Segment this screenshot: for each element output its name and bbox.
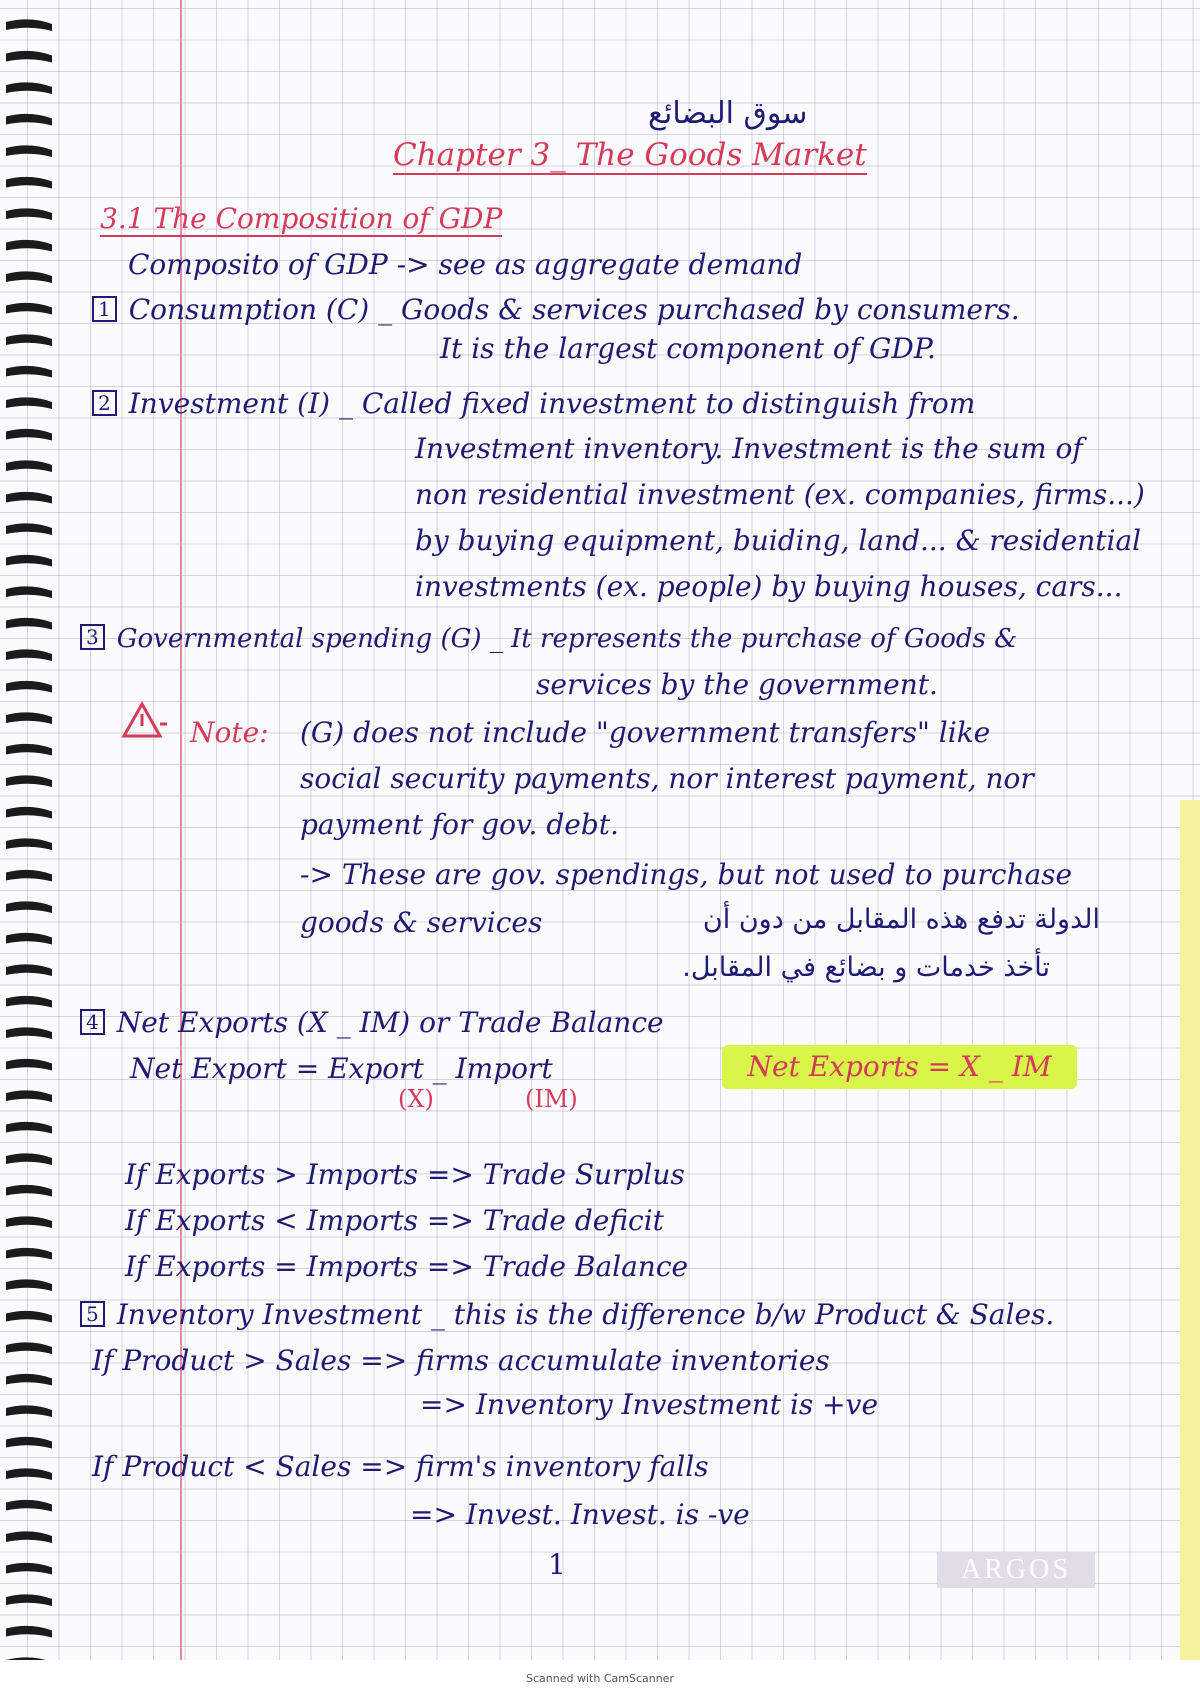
balance-condition: If Exports = Imports => Trade Balance bbox=[125, 1250, 689, 1283]
brand-watermark: ARGOS bbox=[937, 1552, 1095, 1588]
arabic-title: سوق البضائع bbox=[648, 96, 808, 131]
item-number-box: 3 bbox=[80, 624, 105, 650]
binding-ring bbox=[6, 1090, 52, 1102]
note-line-1: (G) does not include "government transfers" like bbox=[300, 716, 991, 749]
binding-ring bbox=[6, 1342, 52, 1354]
binding-ring bbox=[6, 19, 52, 31]
binding-ring bbox=[6, 334, 52, 346]
binding-ring bbox=[6, 996, 52, 1008]
binding-ring bbox=[6, 1122, 52, 1134]
binding-ring bbox=[6, 807, 52, 819]
binding-ring bbox=[6, 1563, 52, 1575]
binding-ring bbox=[6, 901, 52, 913]
investment-line-2: Investment inventory. Investment is the sum of bbox=[415, 432, 1083, 465]
note-line-2: social security payments, nor interest payment, nor bbox=[300, 762, 1034, 795]
arabic-note-line-2: تأخذ خدمات و بضائع في المقابل. bbox=[682, 952, 1050, 983]
binding-ring bbox=[6, 775, 52, 787]
binding-ring bbox=[6, 1216, 52, 1228]
import-symbol: (IM) bbox=[525, 1085, 578, 1113]
surplus-condition: If Exports > Imports => Trade Surplus bbox=[125, 1158, 685, 1191]
section-heading: 3.1 The Composition of GDP bbox=[100, 202, 503, 235]
binding-ring bbox=[6, 1153, 52, 1165]
binding-ring bbox=[6, 681, 52, 693]
binding-ring bbox=[6, 1248, 52, 1260]
inventory-case2-line2: => Invest. Invest. is -ve bbox=[410, 1498, 750, 1531]
note-line-5: goods & services bbox=[300, 906, 543, 939]
intro-line: Composito of GDP -> see as aggregate demand bbox=[128, 248, 803, 281]
investment-line-5: investments (ex. people) by buying houses, cars... bbox=[415, 570, 1123, 603]
binding-ring bbox=[6, 586, 52, 598]
consumption-line-1: 1 Consumption (C) _ Goods & services purchased by consumers. bbox=[92, 293, 1020, 327]
binding-ring bbox=[6, 208, 52, 220]
binding-ring bbox=[6, 649, 52, 661]
inventory-case2-line1: If Product < Sales => firm's inventory falls bbox=[92, 1450, 709, 1483]
government-line-2: services by the government. bbox=[536, 668, 938, 701]
binding-ring bbox=[6, 744, 52, 756]
page-number: 1 bbox=[548, 1548, 566, 1581]
note-line-3: payment for gov. debt. bbox=[300, 808, 619, 841]
binding-ring bbox=[6, 1500, 52, 1512]
binding-ring bbox=[6, 82, 52, 94]
binding-ring bbox=[6, 1059, 52, 1071]
investment-line-3: non residential investment (ex. companies, firms...) bbox=[415, 478, 1145, 511]
binding-ring bbox=[6, 1531, 52, 1543]
net-exports-highlight: Net Exports = X _ IM bbox=[722, 1045, 1077, 1089]
item-number-box: 1 bbox=[92, 296, 117, 322]
binding-ring bbox=[6, 366, 52, 378]
binding-ring bbox=[6, 555, 52, 567]
binding-ring bbox=[6, 240, 52, 252]
binding-ring bbox=[6, 964, 52, 976]
binding-ring bbox=[6, 51, 52, 63]
binding-ring bbox=[6, 712, 52, 724]
net-exports-heading: 4 Net Exports (X _ IM) or Trade Balance bbox=[80, 1006, 664, 1040]
binding-ring bbox=[6, 618, 52, 630]
binding-ring bbox=[6, 1468, 52, 1480]
binding-ring bbox=[6, 114, 52, 126]
arabic-note-line-1: الدولة تدفع هذه المقابل من دون أن bbox=[702, 904, 1100, 935]
binding-ring bbox=[6, 492, 52, 504]
binding-ring bbox=[6, 1626, 52, 1638]
net-export-formula: Net Export = Export _ Import bbox=[130, 1052, 553, 1085]
binding-ring bbox=[6, 1311, 52, 1323]
binding-ring bbox=[6, 1437, 52, 1449]
binding-ring bbox=[6, 1594, 52, 1606]
inventory-heading: 5 Inventory Investment _ this is the difference b/w Product & Sales. bbox=[80, 1298, 1054, 1332]
item-number-box: 2 bbox=[92, 390, 117, 416]
binding-ring bbox=[6, 838, 52, 850]
warning-icon bbox=[120, 700, 168, 740]
binding-ring bbox=[6, 145, 52, 157]
investment-line-1: 2 Investment (I) _ Called fixed investment to distinguish from bbox=[92, 387, 975, 421]
binding-ring bbox=[6, 429, 52, 441]
binding-ring bbox=[6, 933, 52, 945]
binding-ring bbox=[6, 1374, 52, 1386]
item-number-box: 4 bbox=[80, 1009, 105, 1035]
export-symbol: (X) bbox=[398, 1085, 434, 1113]
deficit-condition: If Exports < Imports => Trade deficit bbox=[125, 1204, 664, 1237]
binding-ring bbox=[6, 1027, 52, 1039]
government-line-1: 3 Governmental spending (G) _ It represents the purchase of Goods & bbox=[80, 622, 1017, 656]
inventory-case1-line2: => Inventory Investment is +ve bbox=[420, 1388, 879, 1421]
highlighter-stripe bbox=[1180, 800, 1200, 1660]
binding-ring bbox=[6, 460, 52, 472]
binding-ring bbox=[6, 271, 52, 283]
binding-ring bbox=[6, 1279, 52, 1291]
note-line-4: -> These are gov. spendings, but not used to purchase bbox=[300, 858, 1073, 891]
binding-ring bbox=[6, 177, 52, 189]
scan-footer: Scanned with CamScanner bbox=[526, 1672, 674, 1685]
consumption-line-2: It is the largest component of GDP. bbox=[440, 332, 936, 365]
binding-ring bbox=[6, 303, 52, 315]
note-label: Note: bbox=[190, 716, 269, 749]
spiral-binding bbox=[0, 0, 60, 1698]
chapter-title: Chapter 3_ The Goods Market bbox=[393, 137, 867, 173]
investment-line-4: by buying equipment, buiding, land... & residential bbox=[415, 524, 1142, 557]
item-number-box: 5 bbox=[80, 1301, 105, 1327]
binding-ring bbox=[6, 1405, 52, 1417]
binding-ring bbox=[6, 523, 52, 535]
binding-ring bbox=[6, 1185, 52, 1197]
inventory-case1-line1: If Product > Sales => firms accumulate inventories bbox=[92, 1344, 830, 1377]
binding-ring bbox=[6, 397, 52, 409]
binding-ring bbox=[6, 870, 52, 882]
